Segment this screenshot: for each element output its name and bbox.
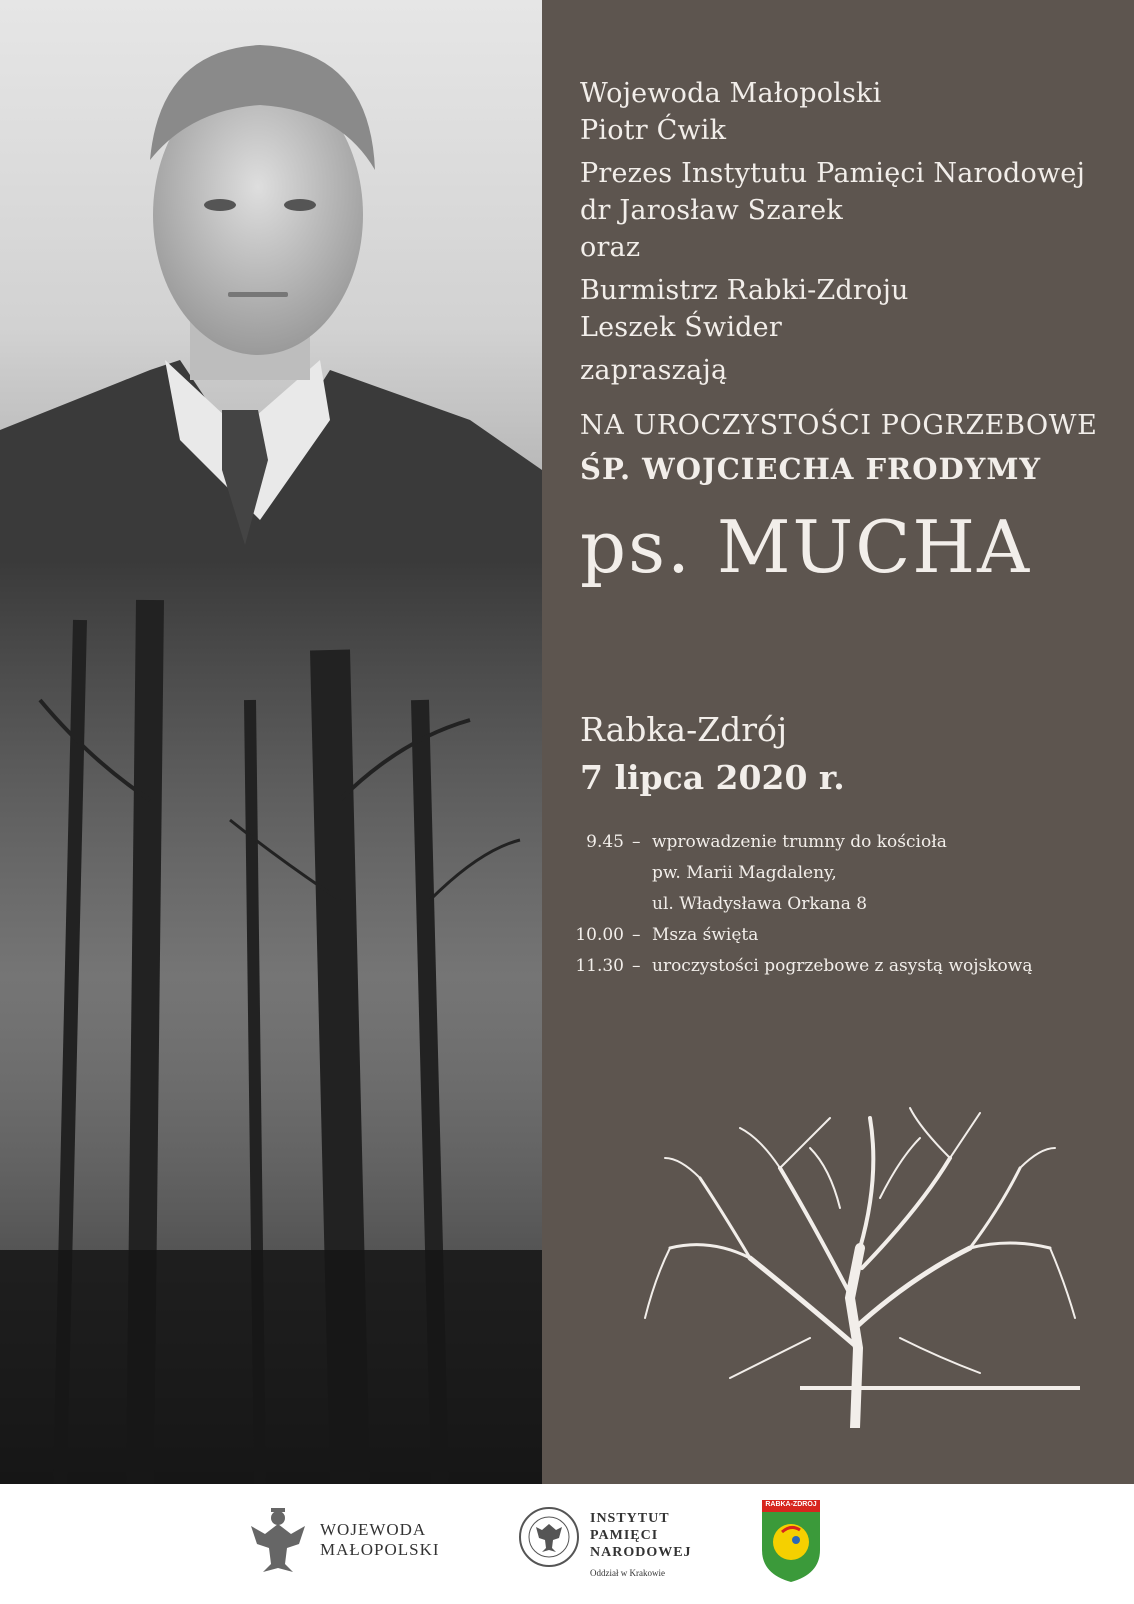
ipn-line1: INSTYTUT (590, 1511, 670, 1526)
wojewoda-line1: WOJEWODA (320, 1520, 427, 1539)
invitation-panel (542, 0, 1134, 1484)
invite-verb: zapraszają (580, 355, 728, 386)
tree-icon (640, 1098, 1080, 1428)
host-title-2: Prezes Instytutu Pamięci Narodowej (580, 158, 1086, 189)
wojewoda-line2: MAŁOPOLSKI (320, 1540, 440, 1559)
wojewoda-logo-text (320, 1520, 440, 1560)
schedule-text: pw. Marii Magdaleny, (652, 863, 837, 883)
schedule-dash: – (632, 832, 641, 852)
ipn-line2: PAMIĘCI (590, 1528, 659, 1543)
event-name: ŚP. WOJCIECHA FRODYMY (580, 452, 1042, 486)
event-date: 7 lipca 2020 r. (580, 758, 845, 797)
schedule-time: 11.30 (575, 956, 624, 976)
footer-logos (0, 1484, 1134, 1604)
schedule-text: uroczystości pogrzebowe z asystą wojskową (652, 956, 1033, 976)
event-place: Rabka-Zdrój (580, 710, 788, 749)
portrait-photo (0, 0, 542, 1484)
host-title-3: Burmistrz Rabki-Zdroju (580, 275, 909, 306)
schedule (542, 832, 1134, 1002)
schedule-text: ul. Władysława Orkana 8 (652, 894, 868, 914)
event-alias: ps. MUCHA (580, 505, 1032, 589)
event-subtitle: NA UROCZYSTOŚCI POGRZEBOWE (580, 410, 1098, 441)
rabka-crest-label: RABKA-ZDRÓJ (765, 1501, 817, 1508)
schedule-text: Msza święta (652, 925, 759, 945)
schedule-time: 9.45 (586, 832, 624, 852)
portrait-forest-illustration (0, 0, 542, 1484)
ipn-sub: Oddział w Krakowie (590, 1568, 665, 1578)
host-name-3: Leszek Świder (580, 312, 782, 343)
conjunction: oraz (580, 232, 641, 263)
rabka-crest-icon (760, 1500, 822, 1582)
host-title-1: Wojewoda Małopolski (580, 78, 882, 109)
ipn-seal-icon (518, 1506, 580, 1568)
schedule-time: 10.00 (575, 925, 624, 945)
schedule-text: wprowadzenie trumny do kościoła (652, 832, 947, 852)
ipn-line3: NARODOWEJ (590, 1545, 692, 1560)
host-name-1: Piotr Ćwik (580, 115, 727, 146)
eagle-emblem-icon (243, 1504, 313, 1576)
ipn-logo-text (590, 1510, 692, 1582)
schedule-dash: – (632, 956, 641, 976)
host-name-2: dr Jarosław Szarek (580, 195, 843, 226)
schedule-dash: – (632, 925, 641, 945)
